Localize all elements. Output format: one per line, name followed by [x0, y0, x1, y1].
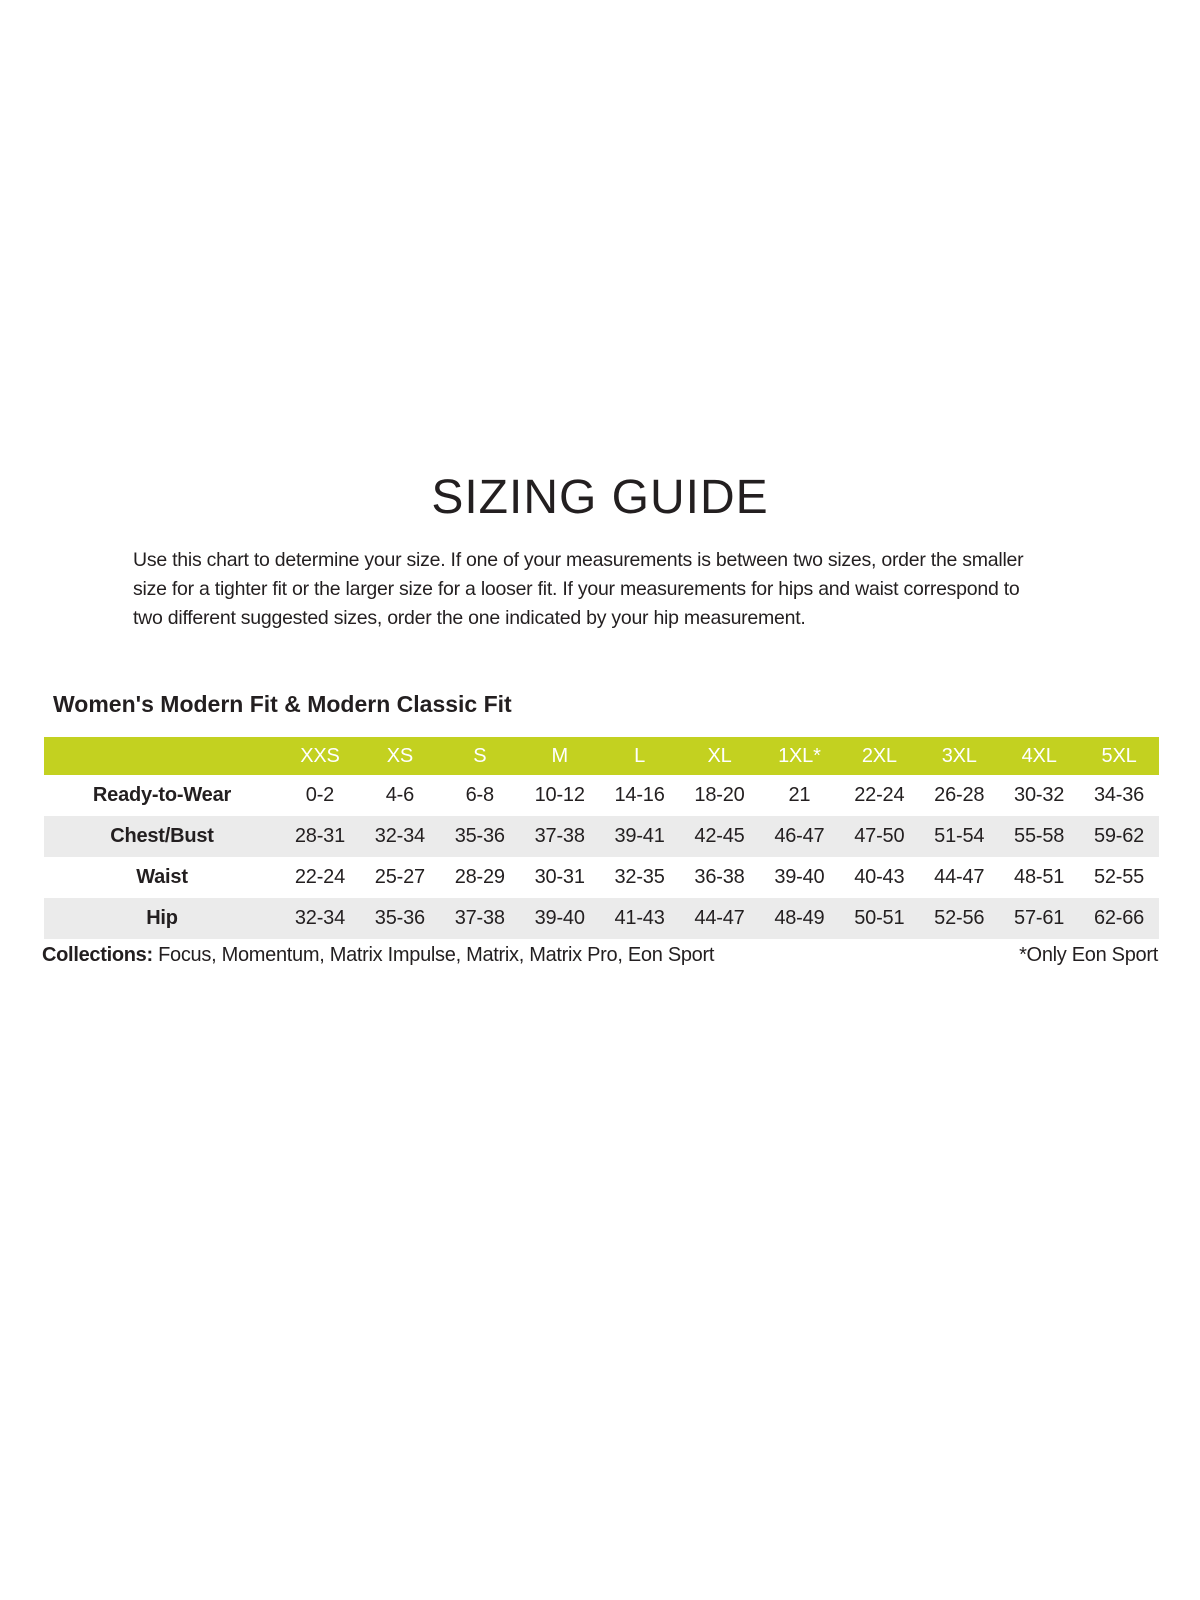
row-label: Waist — [136, 866, 188, 888]
table-cell: 35-36 — [374, 907, 425, 929]
table-row-waist — [44, 857, 1159, 898]
row-label: Chest/Bust — [110, 825, 214, 847]
table-cell: 52-55 — [1093, 866, 1145, 888]
table-cell: 51-54 — [934, 825, 985, 847]
column-header-3xl: 3XL — [941, 744, 977, 767]
page-title: SIZING GUIDE — [431, 471, 769, 524]
table-cell: 30-32 — [1014, 784, 1065, 806]
intro-paragraph — [133, 546, 1023, 633]
footnote-row — [42, 944, 1158, 967]
table-cell: 39-40 — [534, 907, 585, 929]
table-cell: 36-38 — [694, 866, 745, 888]
column-header-5xl: 5XL — [1101, 744, 1137, 767]
size-table — [44, 737, 1159, 939]
table-cell: 14-16 — [614, 784, 665, 806]
table-cell: 28-29 — [454, 866, 505, 888]
table-cell: 25-27 — [374, 866, 425, 888]
table-cell: 4-6 — [385, 784, 415, 806]
table-cell: 44-47 — [694, 907, 745, 929]
table-cell: 22-24 — [294, 866, 346, 888]
table-cell: 46-47 — [774, 825, 825, 847]
table-cell: 22-24 — [854, 784, 905, 806]
column-header-4xl: 4XL — [1021, 744, 1057, 767]
table-cell: 48-51 — [1014, 866, 1065, 888]
intro-line-2: size for a tighter fit or the larger size for a looser fit. If your measurements for hips and waist correspond to — [133, 578, 1020, 600]
table-cell: 44-47 — [934, 866, 985, 888]
table-cell: 32-35 — [614, 866, 665, 888]
column-header-xs: XS — [386, 744, 413, 767]
column-header-s: S — [473, 744, 487, 767]
table-cell: 30-31 — [534, 866, 585, 888]
table-cell: 10-12 — [534, 784, 585, 806]
table-cell: 32-34 — [294, 907, 346, 929]
table-row-chest-bust — [44, 816, 1159, 857]
table-cell: 26-28 — [934, 784, 985, 806]
table-cell: 39-41 — [614, 825, 665, 847]
table-cell: 39-40 — [774, 866, 825, 888]
table-cell: 32-34 — [374, 825, 425, 847]
table-cell: 55-58 — [1014, 825, 1065, 847]
table-cell: 28-31 — [294, 825, 346, 847]
table-cell: 37-38 — [454, 907, 505, 929]
table-cell: 50-51 — [854, 907, 905, 929]
table-cell: 52-56 — [934, 907, 985, 929]
table-cell: 57-61 — [1014, 907, 1065, 929]
table-cell: 6-8 — [465, 784, 494, 806]
row-label: Hip — [146, 907, 178, 929]
column-header-1xl: 1XL* — [778, 744, 821, 767]
row-label: Ready-to-Wear — [92, 784, 232, 806]
column-header-xxs: XXS — [300, 744, 340, 767]
table-cell: 59-62 — [1093, 825, 1145, 847]
collections-list: Focus, Momentum, Matrix Impulse, Matrix, Matrix Pro, Eon Sport — [152, 944, 715, 966]
intro-line-1: Use this chart to determine your size. If one of your measurements is between two sizes, order the smaller — [133, 549, 1024, 571]
table-row-ready-to-wear — [44, 775, 1159, 816]
table-cell: 18-20 — [694, 784, 745, 806]
table-cell: 62-66 — [1093, 907, 1145, 929]
table-cell: 47-50 — [854, 825, 905, 847]
table-cell: 0-2 — [305, 784, 335, 806]
table-cell: 40-43 — [854, 866, 905, 888]
table-row-hip — [44, 898, 1159, 939]
table-cell: 21 — [788, 784, 811, 806]
table-cell: 34-36 — [1093, 784, 1145, 806]
column-header-l: L — [634, 744, 646, 767]
column-header-m: M — [551, 744, 568, 767]
collections-note — [42, 944, 714, 967]
table-cell: 48-49 — [774, 907, 825, 929]
collections-label: Collections: — [42, 944, 153, 966]
table-cell: 35-36 — [454, 825, 505, 847]
table-cell: 41-43 — [614, 907, 665, 929]
table-cell: 42-45 — [694, 825, 745, 847]
column-header-xl: XL — [707, 744, 732, 767]
intro-line-3: two different suggested sizes, order the one indicated by your hip measurement. — [133, 607, 806, 629]
table-header-row — [44, 737, 1159, 775]
asterisk-note: *Only Eon Sport — [1019, 944, 1158, 966]
section-heading: Women's Modern Fit & Modern Classic Fit — [53, 691, 512, 717]
table-cell: 37-38 — [534, 825, 585, 847]
column-header-2xl: 2XL — [861, 744, 897, 767]
